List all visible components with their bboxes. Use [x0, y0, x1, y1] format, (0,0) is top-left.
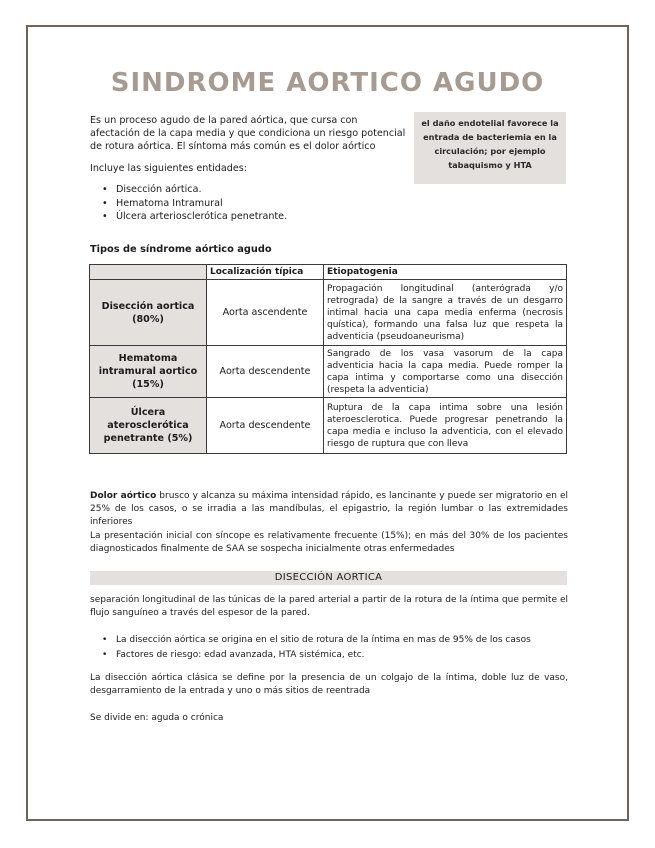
table-cell-etiology: Propagación longitudinal (anterógrada y/o retrograda) de la sangre a través de un desgarro intimal hacia una capa media enferma (necrosis quística), formando una falsa luz que respeta la adventicia (pseudoaneurisma)	[324, 280, 567, 346]
list-item: • Disección aórtica.	[116, 183, 287, 197]
list-item: • Hematoma Intramural	[116, 197, 287, 211]
entities-list	[116, 183, 287, 224]
table-cell-location: Aorta descendente	[207, 346, 324, 398]
list-item: • Factores de riesgo: edad avanzada, HTA sistémica, etc.	[116, 648, 566, 663]
aortic-pain-label: Dolor aórtico	[90, 491, 157, 501]
table-cell-etiology: Ruptura de la capa intima sobre una lesión ateroesclerotica. Puede progresar penetrando la capa media e incluso la adventicia, con el elevado riesgo de ruptura que con lleva	[324, 398, 567, 454]
list-item: • La disección aórtica se origina en el sitio de rotura de la íntima en mas de 95% de los casos	[116, 633, 566, 648]
table-header-location: Localización típica	[207, 265, 324, 280]
includes-label: Incluye las siguientes entidades:	[90, 163, 247, 174]
table-cell-location: Aorta descendente	[207, 398, 324, 454]
table-header-empty	[90, 265, 207, 280]
table-cell-etiology: Sangrado de los vasa vasorum de la capa adventicia hacia la capa media. Puede romper la capa intima y comportarse como una disección (respeta la adventicia)	[324, 346, 567, 398]
page-title: SINDROME AORTICO AGUDO	[110, 68, 545, 98]
table-header-row	[90, 265, 567, 280]
classic-dissection-paragraph: La disección aórtica clásica se define por la presencia de un colgajo de la íntima, doble luz de vaso, desgarramiento de la entrada y uno o más sitios de reentrada	[90, 673, 568, 696]
table-header-etiology: Etiopatogenia	[324, 265, 567, 280]
table-row	[90, 398, 567, 454]
dissection-definition: separación longitudinal de las túnicas de la pared arterial a partir de la rotura de la íntima que permite el flujo sanguíneo a través del espesor de la pared.	[90, 595, 568, 618]
aortic-pain-paragraph	[90, 490, 568, 529]
table-row	[90, 280, 567, 346]
table-cell-name: Úlcera aterosclerótica penetrante (5%)	[90, 398, 207, 454]
table-cell-name: Hematoma intramural aortico (15%)	[90, 346, 207, 398]
division-paragraph: Se divide en: aguda o crónica	[90, 713, 224, 723]
intro-paragraph: Es un proceso agudo de la pared aórtica, que cursa con afectación de la capa media y que condiciona un riesgo potencial de rotura aórtica. El síntoma más común es el dolor aórtico	[90, 115, 406, 152]
section-heading-dissection: DISECCIÓN AORTICA	[90, 571, 567, 585]
side-note-box: el daño endotelial favorece la entrada de bacteriemia en la circulación; por ejemplo tabaquismo y HTA	[414, 112, 566, 184]
dissection-points-list	[116, 633, 566, 663]
types-heading: Tipos de síndrome aórtico agudo	[90, 244, 272, 255]
list-item: • Úlcera arteriosclerótica penetrante.	[116, 210, 287, 224]
syndrome-types-table	[89, 264, 567, 454]
presentation-paragraph: La presentación inicial con síncope es relativamente frecuente (15%); en más del 30% de los pacientes diagnosticados finalmente de SAA se sospecha inicialmente otras enfermedades	[90, 531, 568, 554]
table-cell-location: Aorta ascendente	[207, 280, 324, 346]
aortic-pain-text: brusco y alcanza su máxima intensidad rápido, es lancinante y puede ser migratorio en el 25% de los casos, o se irradia a las mandíbulas, el epigastrio, la región lumbar o las extremidades inferiores	[90, 491, 569, 527]
table-cell-name: Disección aortica (80%)	[90, 280, 207, 346]
table-row	[90, 346, 567, 398]
